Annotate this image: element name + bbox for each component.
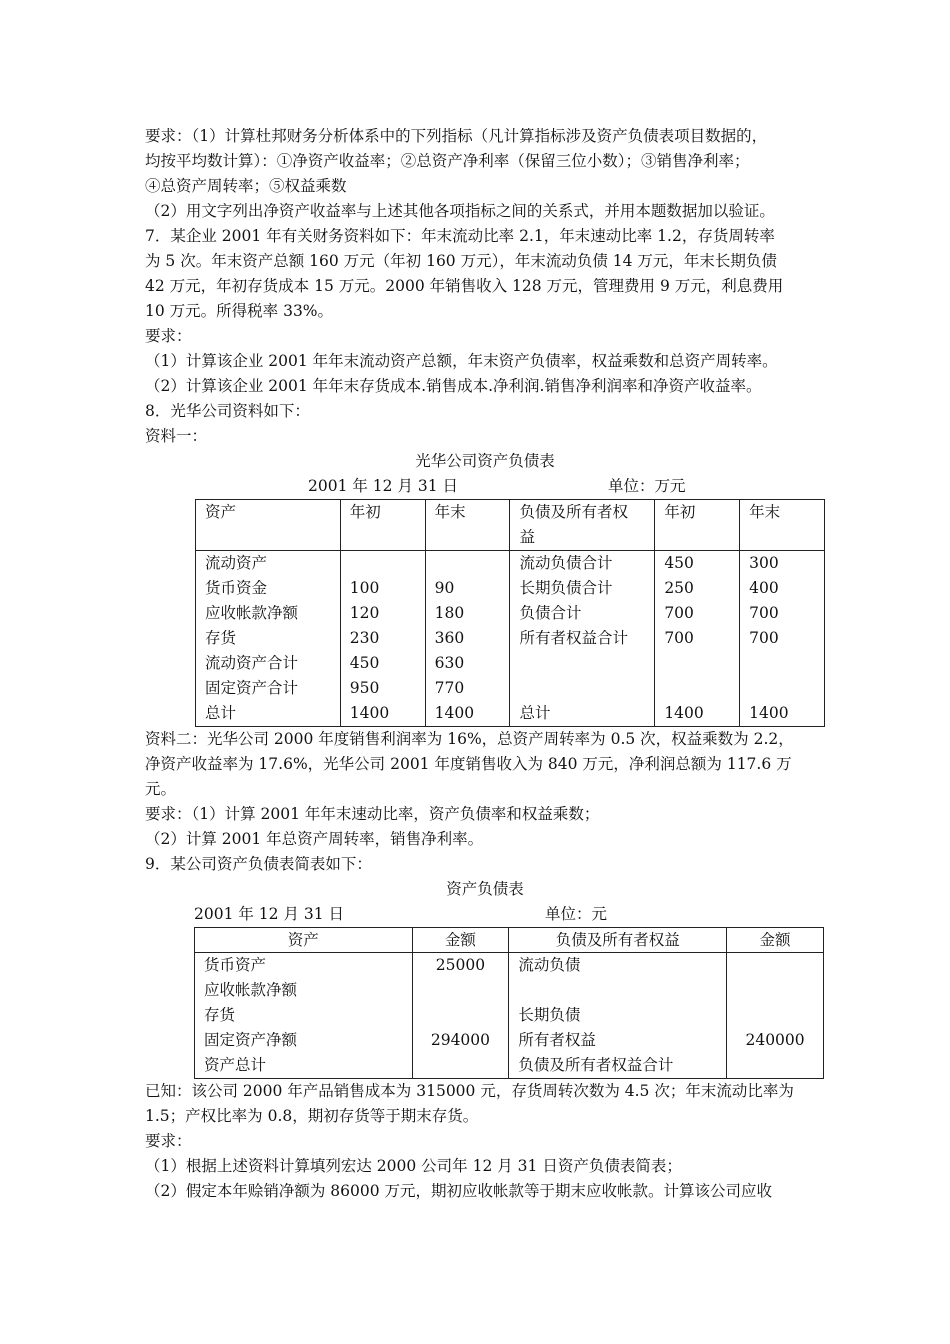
text-line: （1）根据上述资料计算填列宏达 2000 公司年 12 月 31 日资产负债表简表； bbox=[145, 1157, 682, 1175]
top-paragraphs bbox=[145, 124, 825, 449]
header-cell: 金额 bbox=[727, 928, 824, 953]
text-line: 已知：该公司 2000 年产品销售成本为 315000 元，存货周转次数为 4.5 次；年末流动比率为 bbox=[145, 1082, 794, 1100]
begin-column: 100 120 230 450 950 1400 bbox=[340, 551, 425, 727]
amount-column: 25000 294000 bbox=[412, 953, 509, 1079]
header-cell: 负债及所有者权 益 bbox=[510, 500, 655, 551]
text-line: 1.5；产权比率为 0.8，期初存货等于期末存货。 bbox=[145, 1107, 479, 1125]
assets-column: 流动资产 货币资金 应收帐款净额 存货 流动资产合计 固定资产合计 总计 bbox=[196, 551, 341, 727]
text-line: （1）计算该企业 2001 年年末流动资产总额，年末资产负债率，权益乘数和总资产周转率。 bbox=[145, 352, 778, 370]
liab-begin-column: 450 250 700 700 1400 bbox=[655, 551, 740, 727]
header-cell: 金额 bbox=[412, 928, 509, 953]
header-cell: 年初 bbox=[655, 500, 740, 551]
text-line: （2）计算该企业 2001 年年末存货成本.销售成本.净利润.销售净利润率和净资产收益率。 bbox=[145, 377, 762, 395]
text-line: 要求：（1）计算 2001 年年末速动比率，资产负债率和权益乘数； bbox=[145, 805, 600, 823]
text-line: （2）计算 2001 年总资产周转率，销售净利率。 bbox=[145, 830, 484, 848]
text-line: 7．某企业 2001 年有关财务资料如下：年末流动比率 2.1，年末速动比率 1.2，存货周转率 bbox=[145, 227, 775, 245]
header-cell: 年末 bbox=[740, 500, 825, 551]
text-line: 均按平均数计算）：①净资产收益率；②总资产净利率（保留三位小数）；③销售净利率； bbox=[145, 152, 750, 170]
text-line: 42 万元，年初存货成本 15 万元。2000 年销售收入 128 万元，管理费用 9 万元，利息费用 bbox=[145, 277, 784, 295]
assets-column: 货币资产 应收帐款净额 存货 固定资产净额 资产总计 bbox=[195, 953, 413, 1079]
table-header-row bbox=[195, 928, 824, 953]
liabilities-column: 流动负债 长期负债 所有者权益 负债及所有者权益合计 bbox=[509, 953, 727, 1079]
text-line: 资料一： bbox=[145, 427, 208, 445]
end-column: 90 180 360 630 770 1400 bbox=[425, 551, 510, 727]
document-page bbox=[145, 124, 825, 1204]
table-body-row bbox=[196, 551, 825, 727]
table2-title: 资产负债表 bbox=[446, 880, 524, 898]
table2-date: 2001 年 12 月 31 日 bbox=[194, 905, 345, 923]
text-line: 要求：（1）计算杜邦财务分析体系中的下列指标（凡计算指标涉及资产负债表项目数据的， bbox=[145, 127, 768, 145]
table2-date-row bbox=[145, 902, 825, 927]
bottom-paragraphs bbox=[145, 1079, 825, 1204]
table1-title: 光华公司资产负债表 bbox=[415, 452, 555, 470]
balance-sheet-table-2 bbox=[194, 927, 824, 1079]
header-cell: 负债及所有者权益 bbox=[509, 928, 727, 953]
middle-paragraphs bbox=[145, 727, 825, 877]
text-line: 10 万元。所得税率 33%。 bbox=[145, 302, 334, 320]
table1-date: 2001 年 12 月 31 日 bbox=[308, 477, 459, 495]
text-line: 8．光华公司资料如下： bbox=[145, 402, 310, 420]
table-body-row bbox=[195, 953, 824, 1079]
table-header-row bbox=[196, 500, 825, 551]
liab-end-column: 300 400 700 700 1400 bbox=[740, 551, 825, 727]
header-cell: 年末 bbox=[425, 500, 510, 551]
text-line: 元。 bbox=[145, 780, 177, 798]
text-line: （2）假定本年赊销净额为 86000 万元，期初应收帐款等于期末应收帐款。计算该公司应收 bbox=[145, 1182, 773, 1200]
header-cell: 资产 bbox=[195, 928, 413, 953]
liabilities-column: 流动负债合计 长期负债合计 负债合计 所有者权益合计 总计 bbox=[510, 551, 655, 727]
liab-amount-column: 240000 bbox=[727, 953, 824, 1079]
text-line: 资料二：光华公司 2000 年度销售利润率为 16%，总资产周转率为 0.5 次，权益乘数为 2.2， bbox=[145, 730, 794, 748]
header-cell: 资产 bbox=[196, 500, 341, 551]
balance-sheet-table-1 bbox=[195, 499, 825, 727]
table1-date-row bbox=[145, 474, 825, 499]
header-cell: 年初 bbox=[340, 500, 425, 551]
text-line: 为 5 次。年末资产总额 160 万元（年初 160 万元），年末流动负债 14 万元，年末长期负债 bbox=[145, 252, 777, 270]
text-line: （2）用文字列出净资产收益率与上述其他各项指标之间的关系式，并用本题数据加以验证。 bbox=[145, 202, 775, 220]
text-line: 要求： bbox=[145, 327, 192, 345]
text-line: 9．某公司资产负债表简表如下： bbox=[145, 855, 372, 873]
table1-unit: 单位：万元 bbox=[608, 477, 686, 495]
text-line: ④总资产周转率；⑤权益乘数 bbox=[145, 177, 347, 195]
text-line: 要求： bbox=[145, 1132, 192, 1150]
table2-unit: 单位：元 bbox=[545, 905, 608, 923]
text-line: 净资产收益率为 17.6%，光华公司 2001 年度销售收入为 840 万元，净利润总额为 117.6 万 bbox=[145, 755, 792, 773]
